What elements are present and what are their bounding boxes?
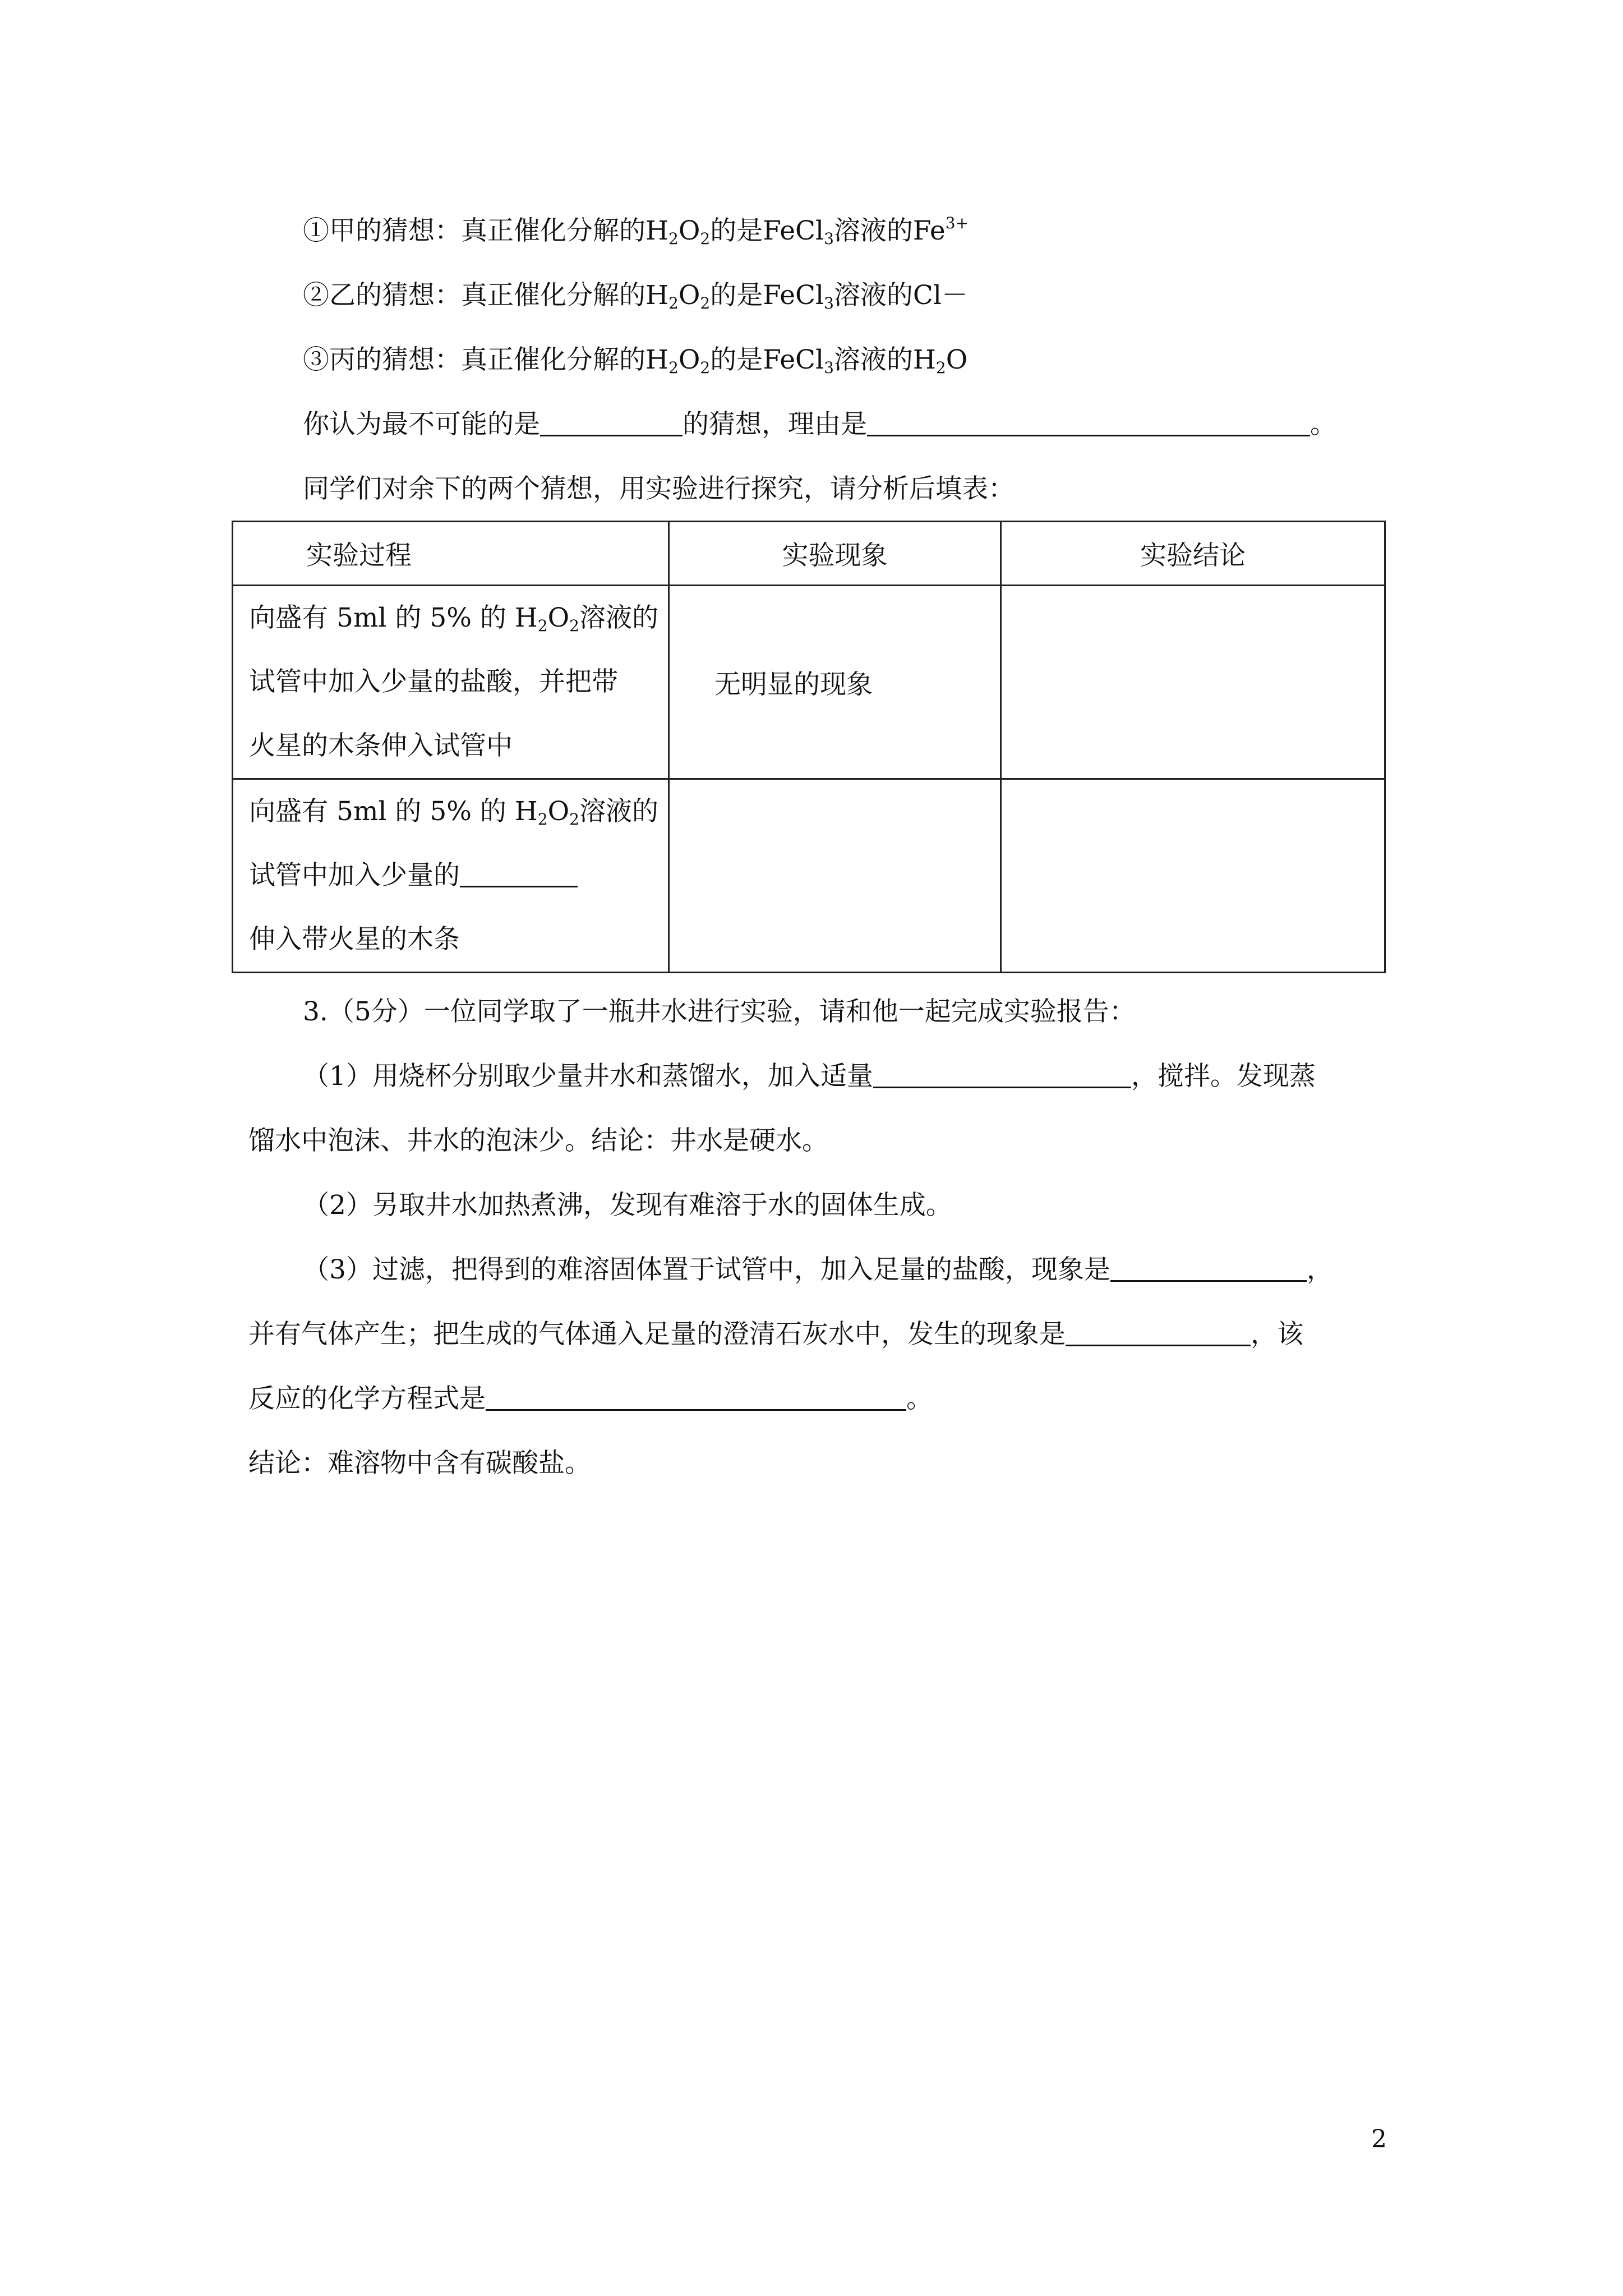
answer-blank-phenomenon[interactable] xyxy=(1110,1257,1307,1282)
row2-process: 向盛有 5ml 的 5% 的 $H_2O_2$溶液的 试管中加入少量的 伸入带火星的木条 xyxy=(233,779,669,973)
header-phenomenon: 实验现象 xyxy=(669,522,1001,586)
page-number: 2 xyxy=(1371,2125,1387,2154)
question-least-likely: 你认为最不可能的是 的猜想，理由是 。 xyxy=(303,409,1336,440)
q3-conclusion: 结论：难溶物中含有碳酸盐。 xyxy=(248,1448,591,1479)
table-row xyxy=(233,586,1385,779)
row1-conclusion[interactable] xyxy=(1001,586,1385,779)
guess-bing: ③丙的猜想：真正催化分解的$H_2O_2$的是FeCl$_3$溶液的$H_2O$ xyxy=(303,344,968,377)
q3-part1-cont: 馏水中泡沫、井水的泡沫少。结论：井水是硬水。 xyxy=(248,1125,828,1156)
header-conclusion: 实验结论 xyxy=(1001,522,1385,586)
experiment-table xyxy=(232,521,1386,973)
row1-phenomenon: 无明显的现象 xyxy=(669,586,1001,779)
table-header-row xyxy=(233,522,1385,586)
answer-blank-soap[interactable] xyxy=(873,1063,1131,1088)
answer-blank-reason[interactable] xyxy=(867,411,1310,436)
header-process: 实验过程 xyxy=(233,522,669,586)
row1-process: 向盛有 5ml 的 5% 的 $H_2O_2$溶液的 试管中加入少量的盐酸，并把带 火星的木条伸入试管中 xyxy=(233,586,669,779)
answer-blank-equation[interactable] xyxy=(486,1386,906,1411)
answer-blank-reagent[interactable] xyxy=(460,862,578,887)
q3-part3-equation: 反应的化学方程式是 。 xyxy=(248,1383,933,1414)
q3-part3-cont: 并有气体产生；把生成的气体通入足量的澄清石灰水中，发生的现象是 ，该 xyxy=(248,1319,1303,1350)
q3-part1: （1）用烧杯分别取少量井水和蒸馏水，加入适量 ，搅拌。发现蒸 xyxy=(303,1061,1316,1092)
guess-yi: ②乙的猜想：真正催化分解的$H_2O_2$的是FeCl$_3$溶液的Cl－ xyxy=(303,280,968,312)
row2-conclusion[interactable] xyxy=(1001,779,1385,973)
row2-phenomenon[interactable] xyxy=(669,779,1001,973)
q3-part3: （3）过滤，把得到的难溶固体置于试管中，加入足量的盐酸，现象是 ， xyxy=(303,1254,1333,1285)
answer-blank-limewater[interactable] xyxy=(1066,1321,1251,1346)
guess-jia: ①甲的猜想：真正催化分解的$H_2O_2$的是FeCl$_3$溶液的$Fe^{3+}$ xyxy=(303,214,969,248)
table-intro: 同学们对余下的两个猜想，用实验进行探究，请分析后填表： xyxy=(303,473,1015,504)
q3-part2: （2）另取井水加热煮沸，发现有难溶于水的固体生成。 xyxy=(303,1190,952,1221)
table-row xyxy=(233,779,1385,973)
q3-title: 3.（5分）一位同学取了一瓶井水进行实验，请和他一起完成实验报告： xyxy=(303,996,1136,1027)
answer-blank-guess[interactable] xyxy=(540,411,683,436)
